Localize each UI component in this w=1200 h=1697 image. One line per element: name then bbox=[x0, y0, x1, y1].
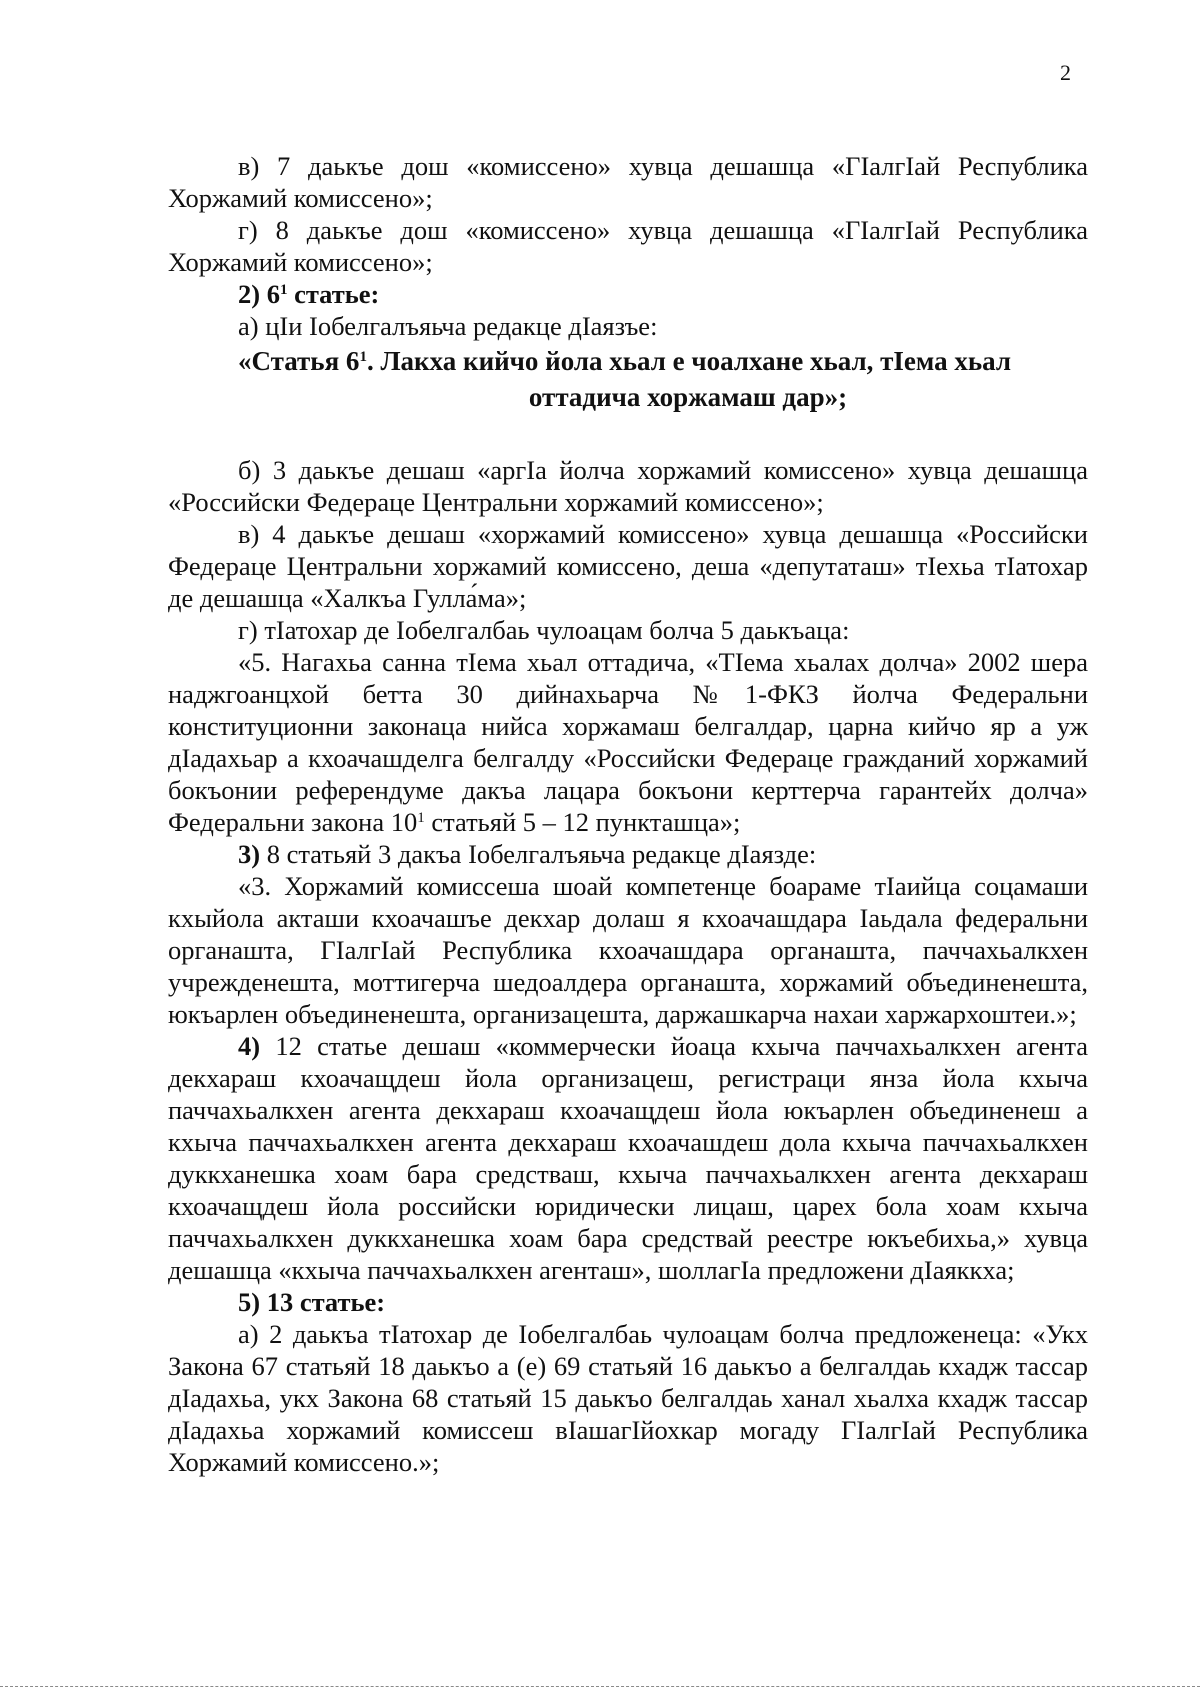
document-body bbox=[168, 150, 1088, 1478]
section-4 bbox=[168, 1030, 1088, 1286]
paragraph-g: г) 8 даькъе дош «комиссено» хувца дешашца «ГӀалгӀай Республика Хоржамий комиссено»; bbox=[168, 215, 1088, 277]
superscript: 1 bbox=[279, 282, 288, 298]
item-number: 4) bbox=[238, 1031, 261, 1061]
paragraph-a: а) цӀи Ӏобелгалъяьча редакце дӀаязъе: bbox=[238, 311, 658, 341]
page-number: 2 bbox=[1060, 60, 1071, 85]
heading-text: 2) 6 bbox=[238, 279, 280, 309]
paragraph-quote-3: «3. Хоржамий комиссеша шоай компетенце боараме тӀаийца соцамаши кхыйола акташи кхоачашъе декхар долаш я кхоачашдара Ӏаьдала федеральни органашта, ГӀалгӀай Республика кхоачашдара органашта, паччахьалкхен учрежденешта, моттигерча шедоалдера органашта, хоржамий объединенешта, юкъарлен объединенешта, организацешта, даржашкарча нахаи харжархоштеи.»; bbox=[168, 871, 1088, 1029]
title-text: «Статья 6 bbox=[238, 346, 360, 376]
section-heading-2 bbox=[168, 278, 1088, 310]
paragraph-v2: в) 4 даькъе дешаш «хоржамий комиссено» хувца дешашца «Российски Федераце Центральни хоржамий комиссено, деша «депутаташ» тӀехьа тӀатохар де дешашца «Халкъа Гулла́ма»; bbox=[168, 519, 1088, 613]
item-number: 3) bbox=[238, 839, 261, 869]
paragraph-v: в) 7 даькъе дош «комиссено» хувца дешашца «ГӀалгӀай Республика Хоржамий комиссено»; bbox=[168, 151, 1088, 213]
article-title bbox=[238, 344, 1088, 378]
paragraph-b: б) 3 даькъе дешаш «аргӀа йолча хоржамий комиссено» хувца дешашца «Российски Федераце Центральни хоржамий комиссено»; bbox=[168, 455, 1088, 517]
paragraph-g2: г) тӀатохар де Ӏобелгалбаь чулоацам болча 5 даькъаца: bbox=[238, 615, 850, 645]
item-text: 12 статье дешаш «коммерчески йоаца кхыча паччахьалкхен агента декхараш кхоачащдеш йола организацеш, регистраци янза йола кхыча паччахьалкхен агента декхараш кхоачащдеш йола юкъарлен объединенеш а кхыча паччахьалкхен агента декхараш кхоачашдеш дола кхыча паччахьалкхен дуккханешка хоам бара средстваш, кхыча паччахьалкхен агента декхараш кхоачащдеш йола российски юридически лицаш, царех бола хоам кхыча паччахьалкхен дуккханешка хоам бара средствай реестре юкъебихьа,» хувца дешашца «кхыча паччахьалкхен агенташ», шоллагӀа предложени дӀаяккха; bbox=[168, 1031, 1088, 1285]
quote-text: «5. Нагахьа санна тӀема хьал оттадича, «ТӀема хьалах долча» 2002 шера наджгоанцхой бетта 30 дийнахьарча №1-ФКЗ йолча Федеральни конституционни законаца нийса хоржамаш белгалдар, царна кийчо яр а уж дӀадахьар а кхоачашделга белгалду «Российски Федераце гражданий хоржамий бокъонии референдуме дакъа лацара бокъони керттерча гарантейх долча» Федеральни закона 10 bbox=[168, 647, 1088, 837]
paragraph-quote-5 bbox=[168, 646, 1088, 838]
section-heading-5: 5) 13 статье: bbox=[238, 1287, 386, 1317]
paragraph-a2: а) 2 даькъа тӀатохар де Ӏобелгалбаь чулоацам болча предложенеца: «Укх Закона 67 статьяй 18 даькъо а (е) 69 статьяй 16 даькъо а белгалдаь кхадж тассар дӀадахьа, укх Закона 68 статьяй 15 даькъо белгалдаь ханал хьалха кхадж тассар дӀадахьа хоржамий комиссеш вӀашагӀйохкар могаду ГӀалгӀай Республика Хоржамий комиссено.»; bbox=[168, 1319, 1088, 1477]
item-text: 8 статьяй 3 дакъа Ӏобелгалъяьча редакце дӀаязде: bbox=[260, 839, 817, 869]
spacer bbox=[168, 414, 1088, 454]
title-text: . Лакха кийчо йола хьал е чоалхане хьал, тӀема хьал bbox=[366, 346, 1011, 376]
article-title-continued: оттадича хоржамаш дар»; bbox=[528, 382, 848, 412]
superscript: 1 bbox=[359, 349, 367, 365]
heading-text: статье: bbox=[287, 279, 380, 309]
superscript: 1 bbox=[417, 810, 425, 826]
quote-text: статьяй 5 – 12 пункташца»; bbox=[424, 807, 741, 837]
section-3 bbox=[168, 838, 1088, 870]
scan-edge-line bbox=[0, 1686, 1200, 1687]
